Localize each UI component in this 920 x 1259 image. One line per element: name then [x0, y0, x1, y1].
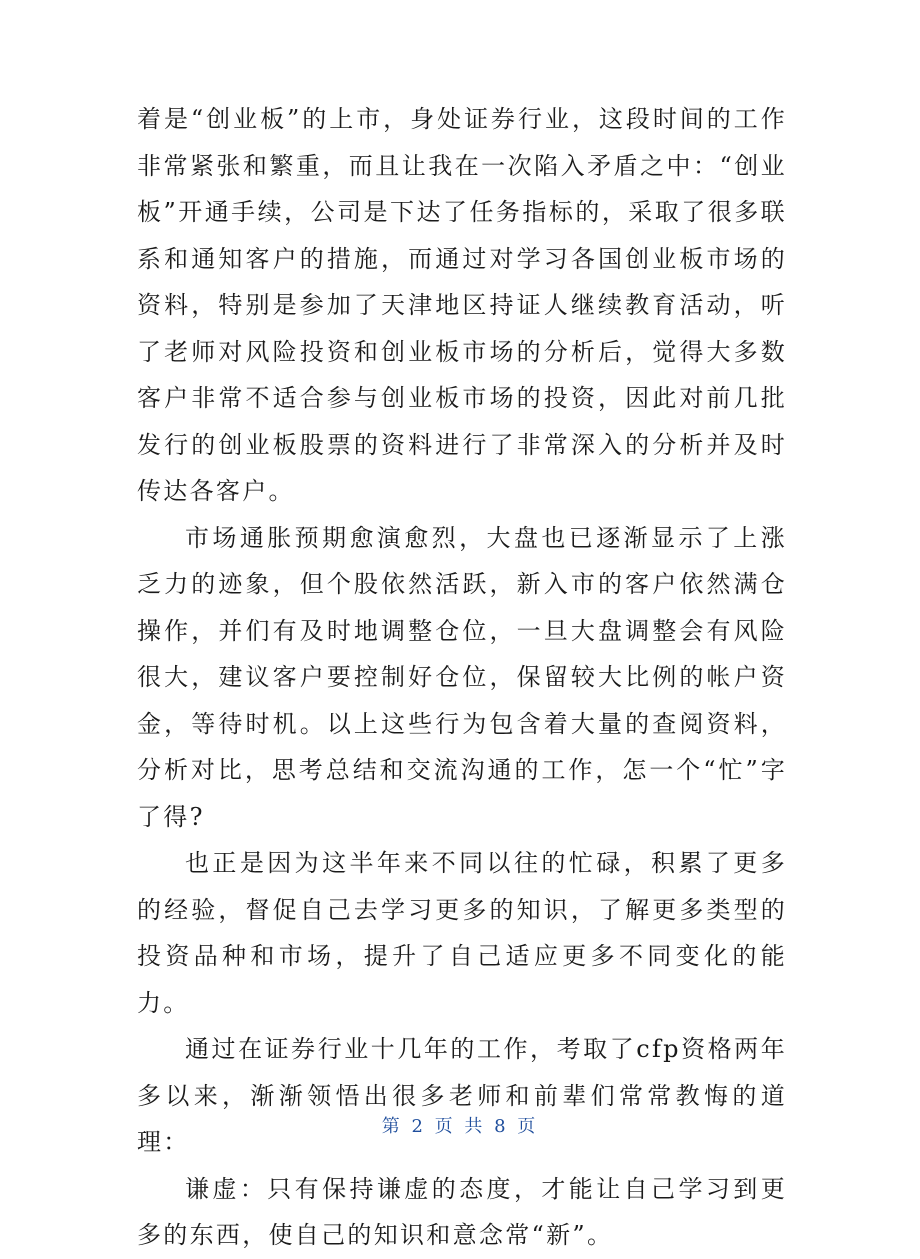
paragraph-1: 着是“创业板”的上市，身处证券行业，这段时间的工作非常紧张和繁重，而且让我在一次陷入矛盾之中：“创业板”开通手续，公司是下达了任务指标的，采取了很多联系和通知客户的措施，而通过对学习各国创业板市场的资料，特别是参加了天津地区持证人继续教育活动，听了老师对风险投资和创业板市场的分析后，觉得大多数客户非常不适合参与创业板市场的投资，因此对前几批发行的创业板股票的资料进行了非常深入的分析并及时传达各客户。 — [137, 105, 787, 505]
paragraph-2: 市场通胀预期愈演愈烈，大盘也已逐渐显示了上涨乏力的迹象，但个股依然活跃，新入市的客户依然满仓操作，并们有及时地调整仓位，一旦大盘调整会有风险很大，建议客户要控制好仓位，保留较大比例的帐户资金，等待时机。以上这些行为包含着大量的查阅资料，分析对比，思考总结和交流沟通的工作，怎一个“忙”字了得? — [137, 523, 787, 831]
page-number-footer: 第 2 页 共 8 页 — [381, 1116, 539, 1137]
paragraph-3: 也正是因为这半年来不同以往的忙碌，积累了更多的经验，督促自己去学习更多的知识，了解更多类型的投资品种和市场，提升了自己适应更多不同变化的能力。 — [137, 849, 787, 1017]
paragraph-4: 通过在证券行业十几年的工作，考取了cfp资格两年多以来，渐渐领悟出很多老师和前辈们常常教悔的道理： — [137, 1035, 787, 1156]
document-body — [137, 96, 787, 1259]
paragraph-5: 谦虚：只有保持谦虚的态度，才能让自己学习到更多的东西，使自己的知识和意念常“新”。 — [137, 1174, 787, 1249]
